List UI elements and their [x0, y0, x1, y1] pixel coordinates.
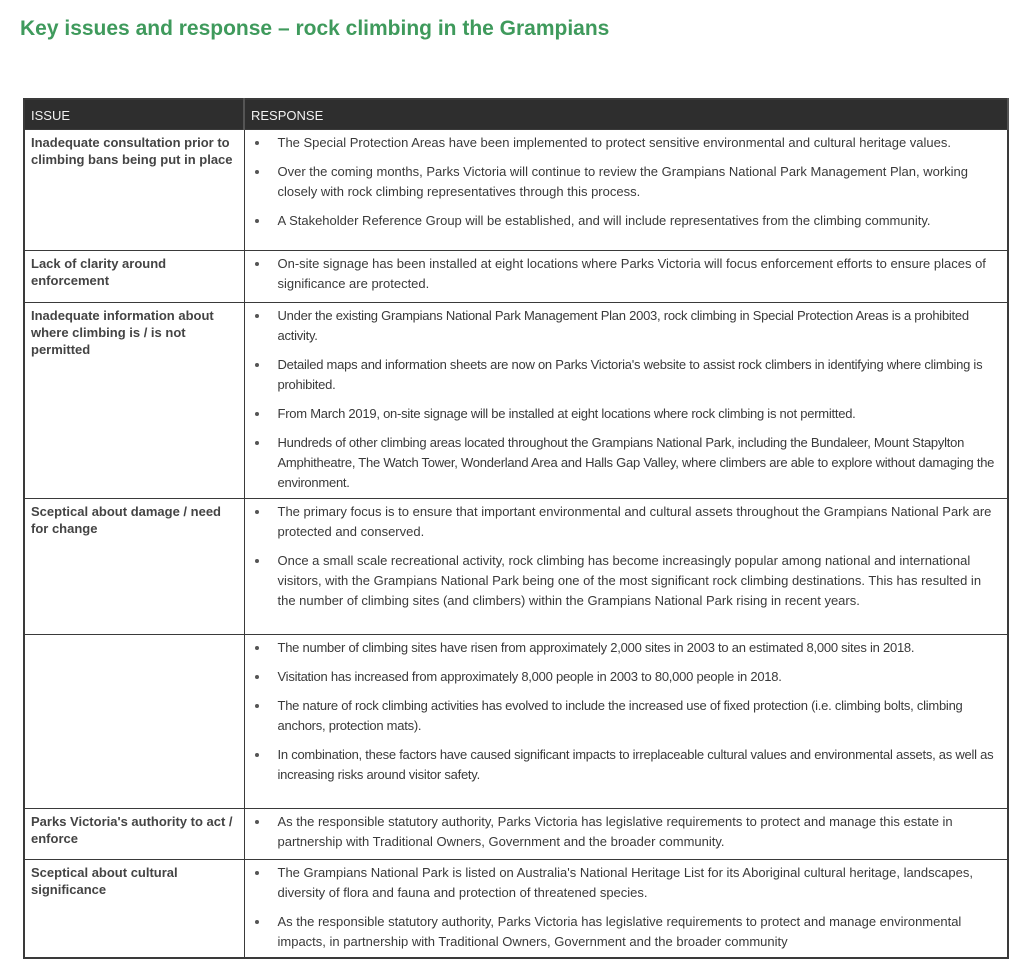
- response-list: [253, 502, 1000, 611]
- bullet-icon: [255, 675, 259, 679]
- table-row: [24, 809, 1008, 860]
- response-item: [253, 502, 1000, 542]
- response-list: [253, 254, 1000, 294]
- bullet-icon: [255, 314, 259, 318]
- response-item: [253, 551, 1000, 611]
- response-item: [253, 433, 1000, 493]
- response-list: [253, 863, 1000, 952]
- response-text: The nature of rock climbing activities has evolved to include the increased use of fixed protection (i.e. climbing bolts, climbing anchors, protection mats).: [277, 698, 963, 733]
- response-cell: [244, 499, 1008, 635]
- response-item: [253, 254, 1000, 294]
- response-text: Detailed maps and information sheets are now on Parks Victoria's website to assist rock climbers in identifying where climbing is prohibited.: [277, 357, 983, 392]
- response-list: [253, 306, 1000, 493]
- issue-cell: Sceptical about cultural significance: [24, 860, 244, 959]
- response-cell: [244, 303, 1008, 499]
- response-cell: [244, 130, 1008, 251]
- response-text: The Grampians National Park is listed on Australia's National Heritage List for its Aboriginal cultural heritage, landscapes, diversity of flora and fauna and protection of threatened species.: [277, 865, 973, 900]
- response-text: As the responsible statutory authority, Parks Victoria has legislative requirements to protect and manage environmental impacts, in partnership with Traditional Owners, Government and the broader community: [277, 914, 962, 949]
- response-item: [253, 211, 1000, 231]
- response-text: The number of climbing sites have risen from approximately 2,000 sites in 2003 to an estimated 8,000 sites in 2018.: [277, 640, 915, 655]
- response-item: [253, 863, 1000, 903]
- response-item: [253, 306, 1000, 346]
- table-row: [24, 860, 1008, 959]
- response-text: Over the coming months, Parks Victoria will continue to review the Grampians National Park Management Plan, working closely with rock climbing representatives through this process.: [277, 164, 969, 199]
- response-text: Once a small scale recreational activity, rock climbing has become increasingly popular among national and international visitors, with the Grampians National Park being one of the most significant rock climbing destinations. This has resulted in the number of climbing sites (and climbers) within the Grampians National Park rising in recent years.: [277, 553, 982, 608]
- bullet-icon: [255, 753, 259, 757]
- bullet-icon: [255, 646, 259, 650]
- issue-cell: [24, 635, 244, 809]
- response-cell: [244, 809, 1008, 860]
- response-text: A Stakeholder Reference Group will be established, and will include representatives from the climbing community.: [277, 213, 931, 228]
- bullet-icon: [255, 170, 259, 174]
- bullet-icon: [255, 510, 259, 514]
- response-text: On-site signage has been installed at eight locations where Parks Victoria will focus enforcement efforts to ensure places of significance are protected.: [277, 256, 986, 291]
- response-item: [253, 162, 1000, 202]
- response-item: [253, 638, 1000, 658]
- table-header-row: [24, 99, 1008, 130]
- response-cell: [244, 251, 1008, 303]
- issue-cell: Inadequate consultation prior to climbing bans being put in place: [24, 130, 244, 251]
- response-item: [253, 667, 1000, 687]
- column-header-issue: ISSUE: [24, 99, 244, 130]
- response-item: [253, 133, 1000, 153]
- response-text: In combination, these factors have caused significant impacts to irreplaceable cultural values and environmental assets, as well as increasing risks around visitor safety.: [277, 747, 994, 782]
- response-text: As the responsible statutory authority, Parks Victoria has legislative requirements to protect and manage this estate in partnership with Traditional Owners, Government and the broader community.: [277, 814, 953, 849]
- response-item: [253, 912, 1000, 952]
- bullet-icon: [255, 704, 259, 708]
- issue-cell: Sceptical about damage / need for change: [24, 499, 244, 635]
- table-row: [24, 130, 1008, 251]
- bullet-icon: [255, 412, 259, 416]
- bullet-icon: [255, 262, 259, 266]
- response-list: [253, 812, 1000, 852]
- response-item: [253, 404, 1000, 424]
- bullet-icon: [255, 441, 259, 445]
- table-row: [24, 499, 1008, 635]
- response-item: [253, 355, 1000, 395]
- bullet-icon: [255, 559, 259, 563]
- issue-cell: Inadequate information about where climbing is / is not permitted: [24, 303, 244, 499]
- response-cell: [244, 860, 1008, 959]
- bullet-icon: [255, 141, 259, 145]
- bullet-icon: [255, 820, 259, 824]
- response-text: Under the existing Grampians National Park Management Plan 2003, rock climbing in Special Protection Areas is a prohibited activity.: [277, 308, 969, 343]
- response-item: [253, 696, 1000, 736]
- page-title: Key issues and response – rock climbing in the Grampians: [20, 17, 610, 40]
- response-list: [253, 133, 1000, 231]
- response-list: [253, 638, 1000, 785]
- response-text: From March 2019, on-site signage will be installed at eight locations where rock climbing is not permitted.: [277, 406, 856, 421]
- bullet-icon: [255, 920, 259, 924]
- bullet-icon: [255, 219, 259, 223]
- table-row: [24, 251, 1008, 303]
- response-item: [253, 812, 1000, 852]
- bullet-icon: [255, 363, 259, 367]
- response-cell: [244, 635, 1008, 809]
- response-text: Hundreds of other climbing areas located throughout the Grampians National Park, including the Bundaleer, Mount Stapylton Amphitheatre, The Watch Tower, Wonderland Area and Halls Gap Valley, where climbers are able to explore without damaging the environment.: [277, 435, 995, 490]
- issues-response-table: [23, 98, 1009, 959]
- column-header-response: RESPONSE: [244, 99, 1008, 130]
- response-text: The Special Protection Areas have been implemented to protect sensitive environmental and cultural heritage values.: [277, 135, 951, 150]
- response-item: [253, 745, 1000, 785]
- table-row: [24, 635, 1008, 809]
- issue-cell: Lack of clarity around enforcement: [24, 251, 244, 303]
- table-row: [24, 303, 1008, 499]
- response-text: Visitation has increased from approximately 8,000 people in 2003 to 80,000 people in 2018.: [277, 669, 782, 684]
- issue-cell: Parks Victoria's authority to act / enforce: [24, 809, 244, 860]
- bullet-icon: [255, 871, 259, 875]
- response-text: The primary focus is to ensure that important environmental and cultural assets throughout the Grampians National Park are protected and conserved.: [277, 504, 992, 539]
